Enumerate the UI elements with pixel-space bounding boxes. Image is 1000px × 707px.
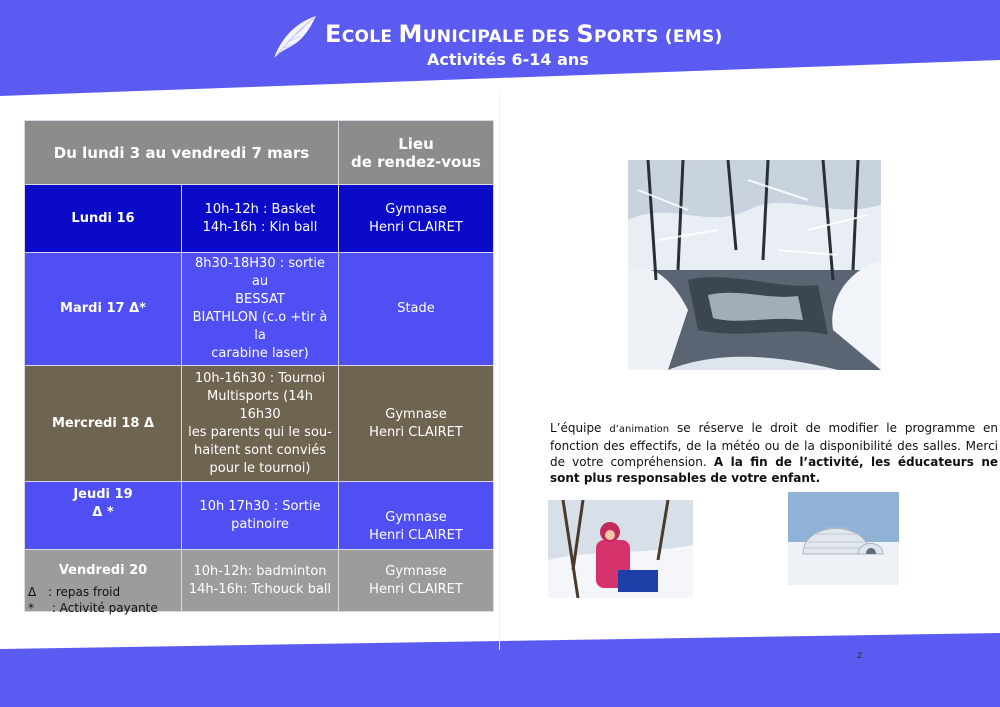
place-cell: Gymnase Henri CLAIRET: [339, 482, 494, 550]
day-cell: Vendredi 20: [25, 550, 182, 612]
place-cell: Gymnase Henri CLAIRET: [339, 185, 494, 253]
table-row: [25, 185, 494, 253]
feather-logo-icon: [270, 14, 320, 60]
table-header-row: [25, 121, 494, 185]
schedule-table: [24, 120, 494, 612]
footer-band: [0, 627, 1000, 707]
legend-item: Δ : repas froid: [28, 585, 121, 599]
day-cell: Lundi 16: [25, 185, 182, 253]
header-period: Du lundi 3 au vendredi 7 mars: [25, 121, 339, 185]
activity-cell: 8h30-18H30 : sortie au BESSAT BIATHLON (c.o +tir à la carabine laser): [182, 253, 339, 366]
table-row: [25, 482, 494, 550]
table-row: [25, 366, 494, 482]
day-cell: Mercredi 18 Δ: [25, 366, 182, 482]
header: [270, 14, 730, 74]
activity-cell: 10h-16h30 : Tournoi Multisports (14h 16h30 les parents qui le sou- haitent sont conviés pour le tournoi): [182, 366, 339, 482]
activity-cell: 10h-12h : Basket 14h-16h : Kin ball: [182, 185, 339, 253]
child-in-snow-photo: [548, 500, 693, 598]
place-cell: Stade: [339, 253, 494, 366]
activity-cell: 10h 17h30 : Sortie patinoire: [182, 482, 339, 550]
page-subtitle: Activités 6-14 ans: [427, 50, 589, 69]
legend: [28, 584, 158, 616]
day-cell: Mardi 17 Δ*: [25, 253, 182, 366]
place-cell: Gymnase Henri CLAIRET: [339, 366, 494, 482]
page-title: ECOLE MUNICIPALE DES SPORTS (EMS): [325, 20, 723, 48]
place-cell: Gymnase Henri CLAIRET: [339, 550, 494, 612]
page-mark: z: [857, 650, 863, 661]
page-fold: [499, 90, 500, 650]
activity-cell: 10h-12h: badminton 14h-16h: Tchouck ball: [182, 550, 339, 612]
day-cell: Jeudi 19 Δ *: [25, 482, 182, 550]
table-row: [25, 253, 494, 366]
igloo-photo: [788, 492, 899, 585]
snowy-forest-photo: [628, 160, 881, 370]
header-place: Lieu de rendez-vous: [339, 121, 494, 185]
notice-text: L’équipe d’animation se réserve le droit de modifier le programme en fonction des effectifs, de la météo ou de la disponibilité des salles. Merci de votre compréhension. A la fin de l’activité, les éducateurs ne sont plus responsables de votre enfant.: [550, 421, 999, 485]
legend-item: * : Activité payante: [28, 601, 158, 615]
